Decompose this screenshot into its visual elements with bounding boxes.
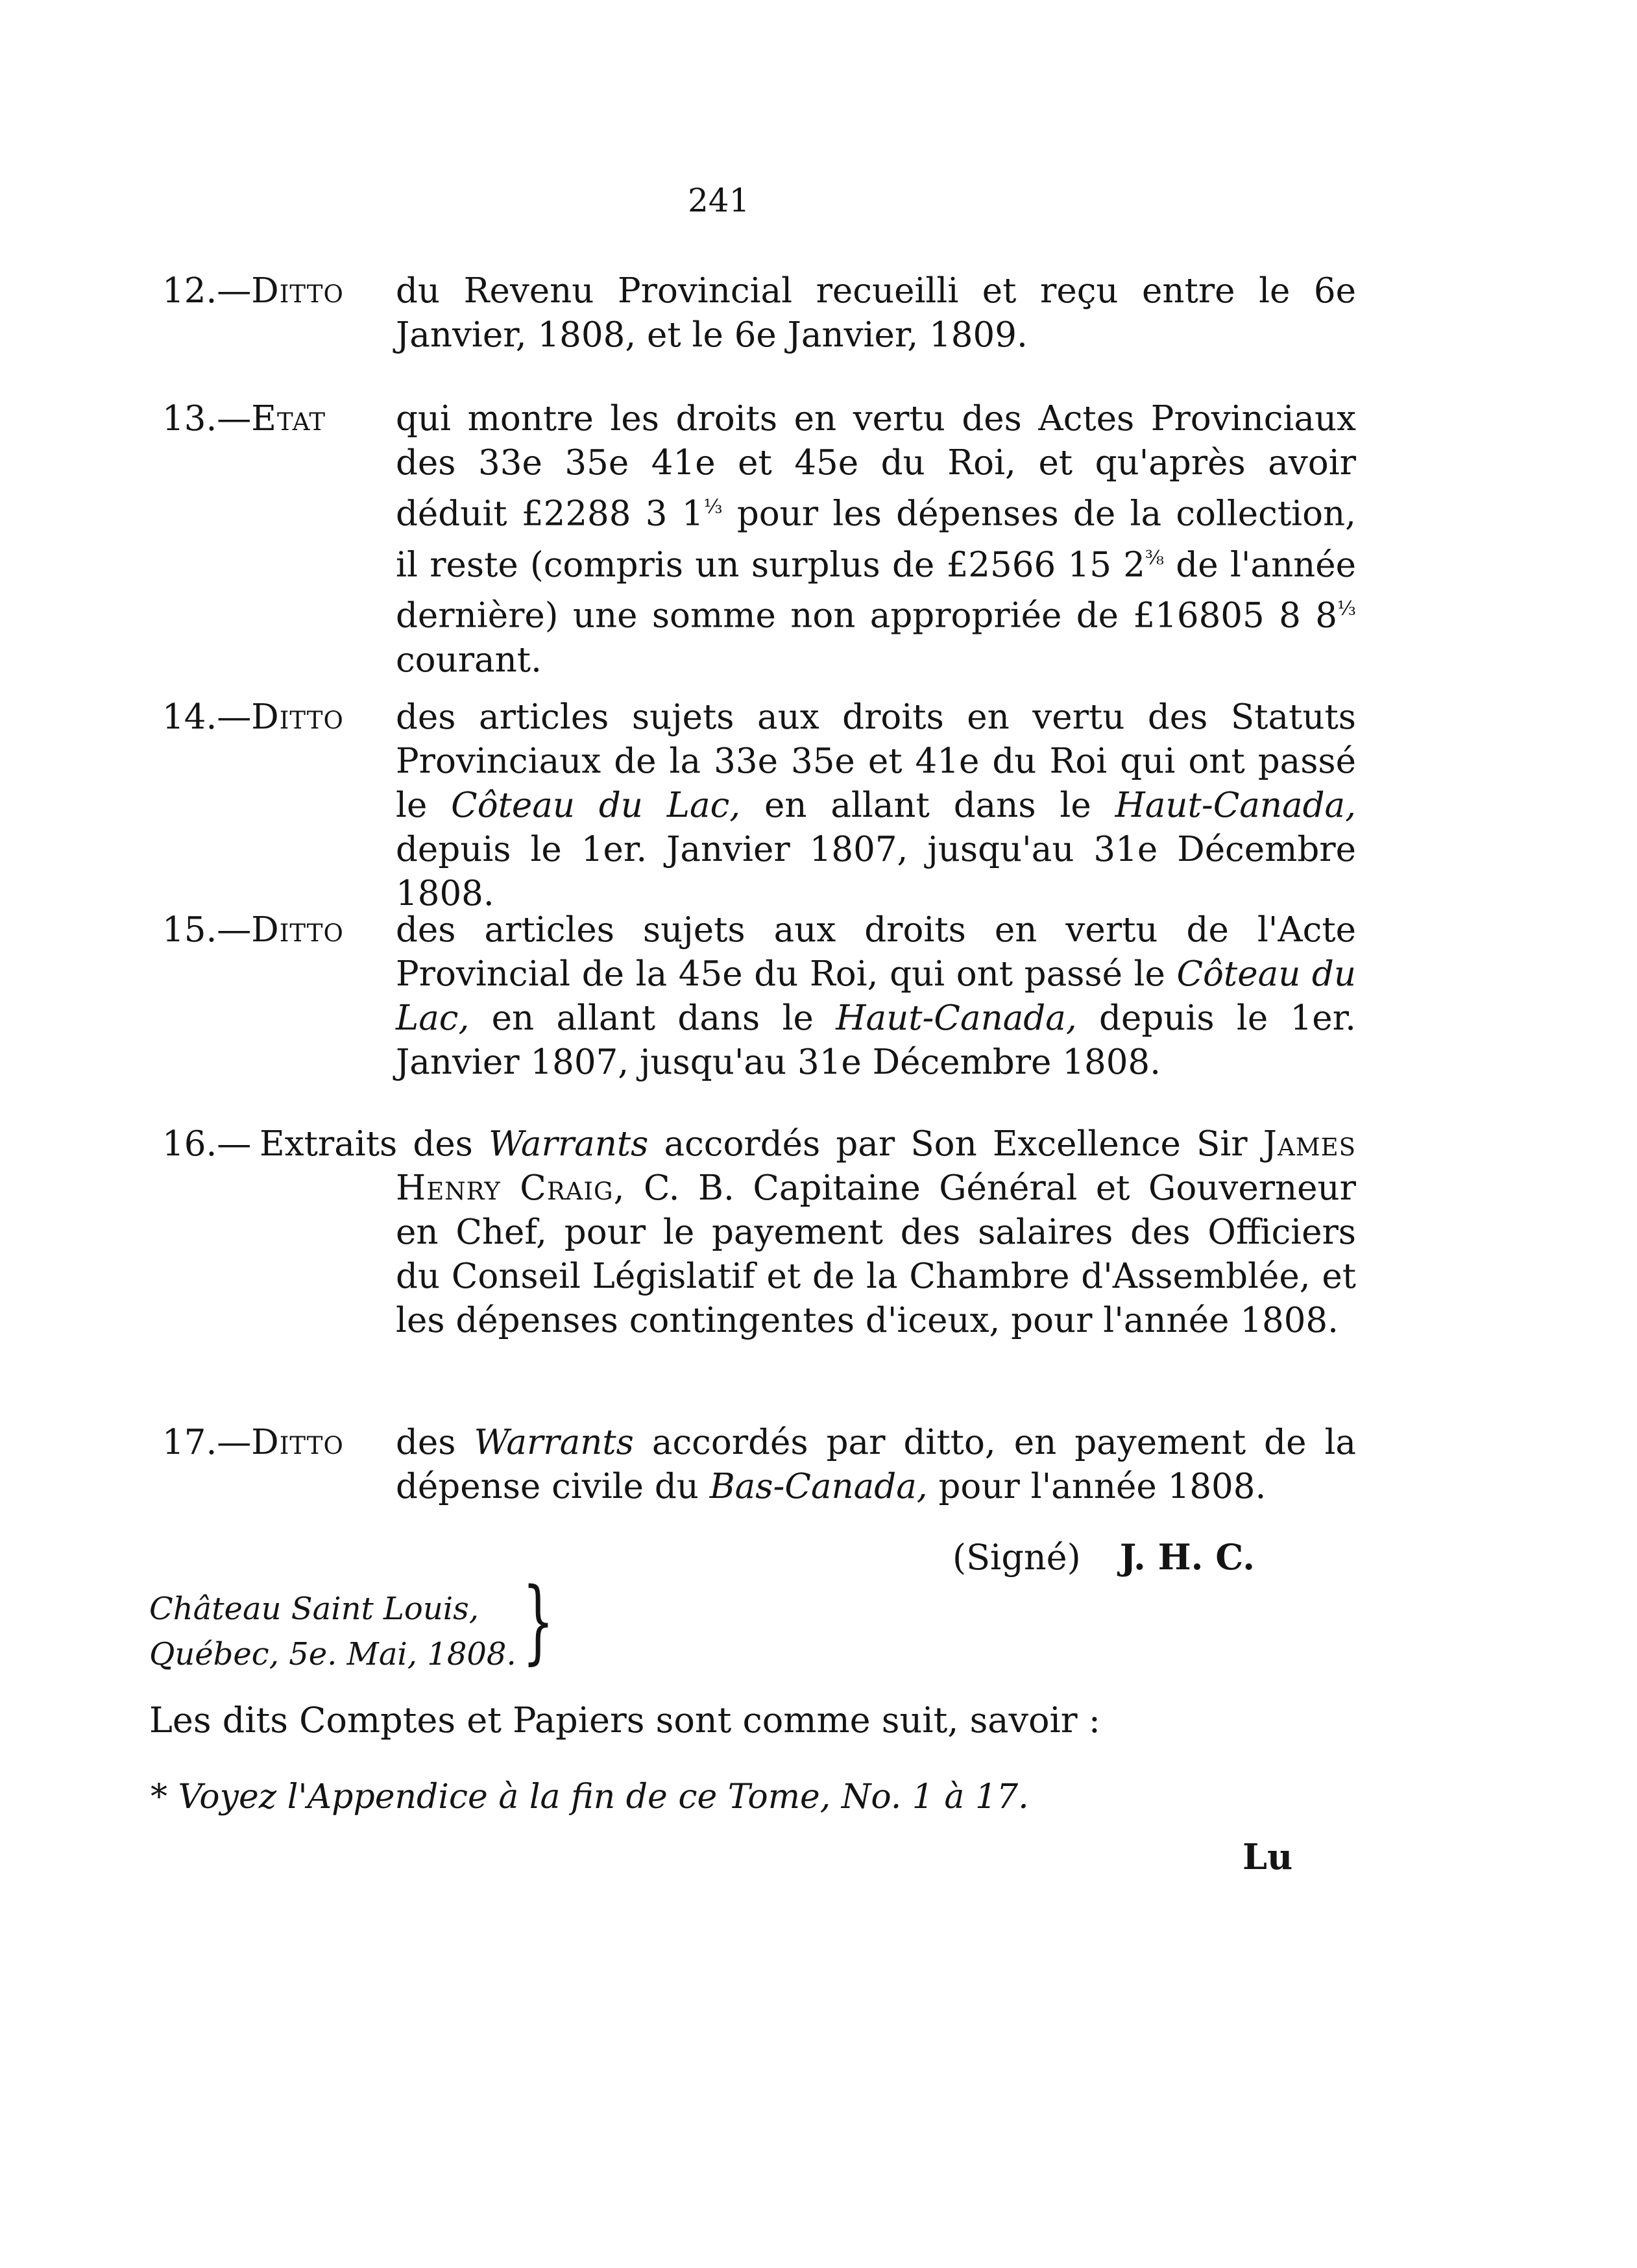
entry-head: Ditto: [251, 1423, 344, 1462]
closing-line: Les dits Comptes et Papiers sont comme suit, savoir :: [149, 1700, 1100, 1741]
entry-14: [162, 695, 1356, 916]
right-brace: }: [522, 1569, 554, 1674]
fraction: ⅓: [703, 496, 723, 518]
catchword: Lu: [1243, 1836, 1293, 1877]
entry-12: [162, 269, 1356, 357]
entry-13: [162, 397, 1356, 682]
signature-initials: J. H. C.: [1119, 1536, 1255, 1578]
entry-text: du Revenu Provincial recueilli et reçu entre le 6e Janvier, 1808, et le 6e Janvier, 1809.: [396, 271, 1356, 355]
page-number: 241: [688, 182, 750, 219]
place-line: Château Saint Louis,: [149, 1591, 479, 1627]
entry-text: Extraits des Warrants accordés par Son Excellence Sir James Henry Craig, C. B. Capitaine Général et Gouverneur en Chef, pour le payement des salaires des Officiers du Conseil Législatif et de la Chambre d'Assemblée, et les dépenses contingentes d'iceux, pour l'année 1808.: [260, 1124, 1357, 1340]
date-line: Québec, 5e. Mai, 1808.: [149, 1636, 516, 1672]
entry-17: [162, 1421, 1356, 1509]
entry-number: 16.—: [162, 1124, 252, 1164]
entry-text: des Warrants accordés par ditto, en payement de la dépense civile du Bas-Canada, pour l'année 1808.: [396, 1423, 1357, 1506]
entry-text: des articles sujets aux droits en vertu de l'Acte Provincial de la 45e du Roi, qui ont passé le Côteau du Lac, en allant dans le Haut-Canada, depuis le 1er. Janvier 1807, jusqu'au 31e Décembre 1808.: [396, 910, 1356, 1082]
entry-text: des articles sujets aux droits en vertu des Statuts Provinciaux de la 33e 35e et 41e du Roi qui ont passé le Côteau du Lac, en allant dans le Haut-Canada, depuis le 1er. Janvier 1807, jusqu'au 31e Décembre 1808.: [396, 697, 1356, 913]
fraction: ⅜: [1145, 546, 1164, 570]
entry-number: 13.—Etat: [162, 399, 326, 439]
entry-text: qui montre les droits en vertu des Actes Provinciaux des 33e 35e 41e et 45e du Roi, et qu'après avoir déduit £2288 3 $1^{\frac{1}{3}}$ pour les dépenses de la collection, il reste (compris un surplus de £2566 15 $2^{\frac{3}{8}}$ de l'année dernière) une somme non appropriée de £16805 8 $8^{\frac{1}{3}}$ courant.: [396, 399, 1356, 680]
entry-head: Ditto: [251, 910, 344, 950]
entry-15: [162, 908, 1356, 1085]
entry-head: Ditto: [251, 697, 344, 737]
entry-number: 17.—Ditto: [162, 1423, 344, 1462]
entry-number: 12.—Ditto: [162, 271, 344, 311]
place-date: [149, 1586, 516, 1677]
entry-head: Ditto: [251, 271, 344, 311]
footnote: * Voyez l'Appendice à la fin de ce Tome, No. 1 à 17.: [151, 1778, 1029, 1816]
entry-16: [162, 1122, 1356, 1343]
entry-head: Etat: [251, 399, 326, 439]
entry-number: 15.—Ditto: [162, 910, 344, 950]
signed-label: (Signé): [952, 1537, 1081, 1578]
fraction: ⅓: [1337, 597, 1356, 621]
entry-number: 14.—Ditto: [162, 697, 344, 737]
signature: [952, 1536, 1255, 1578]
